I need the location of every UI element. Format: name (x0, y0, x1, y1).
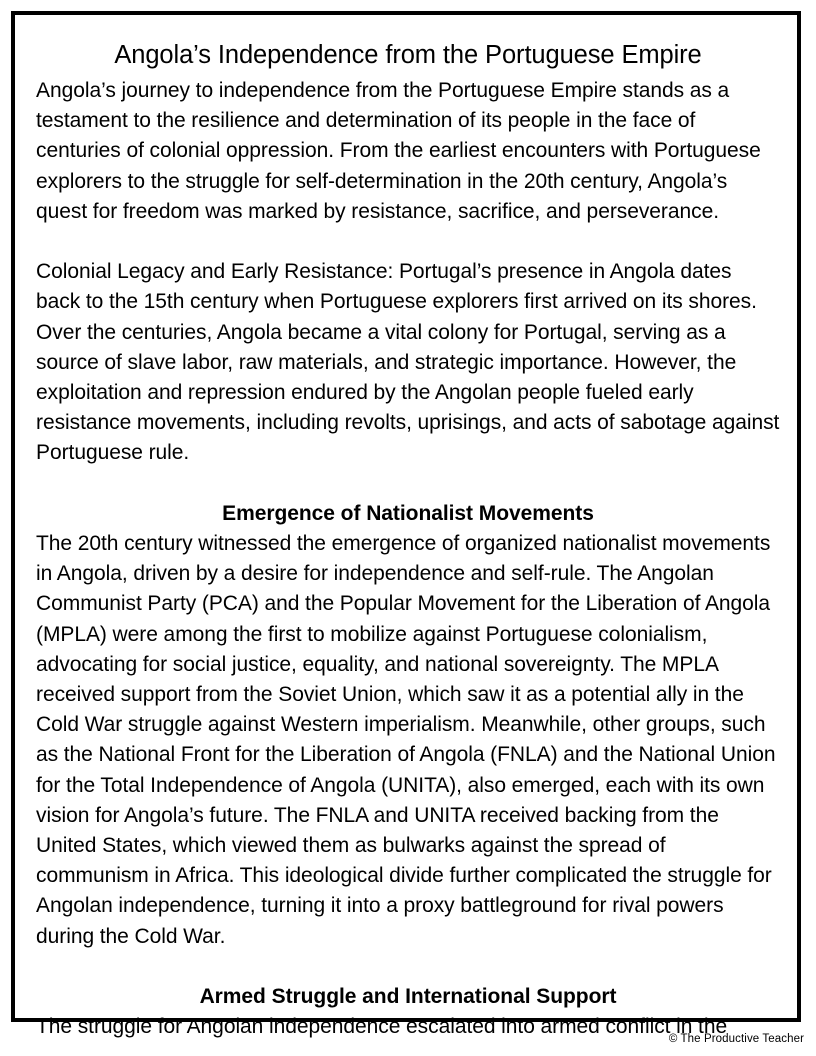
heading-armed-struggle-and-international-support: Armed Struggle and International Support (199, 985, 617, 1009)
paragraph-spacer (36, 952, 780, 982)
armed-struggle-paragraph: The struggle for Angolan independence escalated into armed conflict in the (36, 1015, 728, 1039)
heading-emergence-of-nationalist-movements: Emergence of Nationalist Movements (222, 501, 594, 525)
intro-paragraph: Angola’s journey to independence from the Portuguese Empire stands as a testament to the resilience and determination of its people in the face of centuries of colonial oppression. From the earliest encounters with Portuguese explorers to the struggle for self-determination in the 20th century, Angola’s quest for freedom was marked by resistance, sacrifice, and perseverance. (36, 79, 761, 223)
nationalist-movements-paragraph: The 20th century witnessed the emergence of organized nationalist movements in Angola, driven by a desire for independence and self-rule. The Angolan Communist Party (PCA) and the Popular Movement for the Liberation of Angola (MPLA) were among the first to mobilize against Portuguese colonialism, advocating for social justice, equality, and national sovereignty. The MPLA received support from the Soviet Union, which saw it as a potential ally in the Cold War struggle against Western imperialism. Meanwhile, other groups, such as the National Front for the Liberation of Angola (FNLA) and the National Union for the Total Independence of Angola (UNITA), also emerged, each with its own vision for Angola’s future. The FNLA and UNITA received backing from the United States, which viewed them as bulwarks against the spread of communism in Africa. This ideological divide further complicated the struggle for Angolan independence, turning it into a proxy battleground for rival powers during the Cold War. (36, 532, 776, 948)
paragraph-spacer (36, 227, 780, 257)
document-page-border (11, 11, 801, 1039)
paragraph-spacer (36, 469, 780, 499)
page-title: Angola’s Independence from the Portuguese Empire (114, 41, 702, 69)
colonial-legacy-paragraph: Colonial Legacy and Early Resistance: Portugal’s presence in Angola dates back to the 15th century when Portuguese explorers first arrived on its shores. Over the centuries, Angola became a vital colony for Portugal, serving as a source of slave labor, raw materials, and strategic importance. However, the exploitation and repression endured by the Angolan people fueled early resistance movements, including revolts, uprisings, and acts of sabotage against Portuguese rule. (36, 260, 780, 465)
document-body (36, 24, 780, 1039)
footer-copyright: © The Productive Teacher (668, 1033, 804, 1045)
